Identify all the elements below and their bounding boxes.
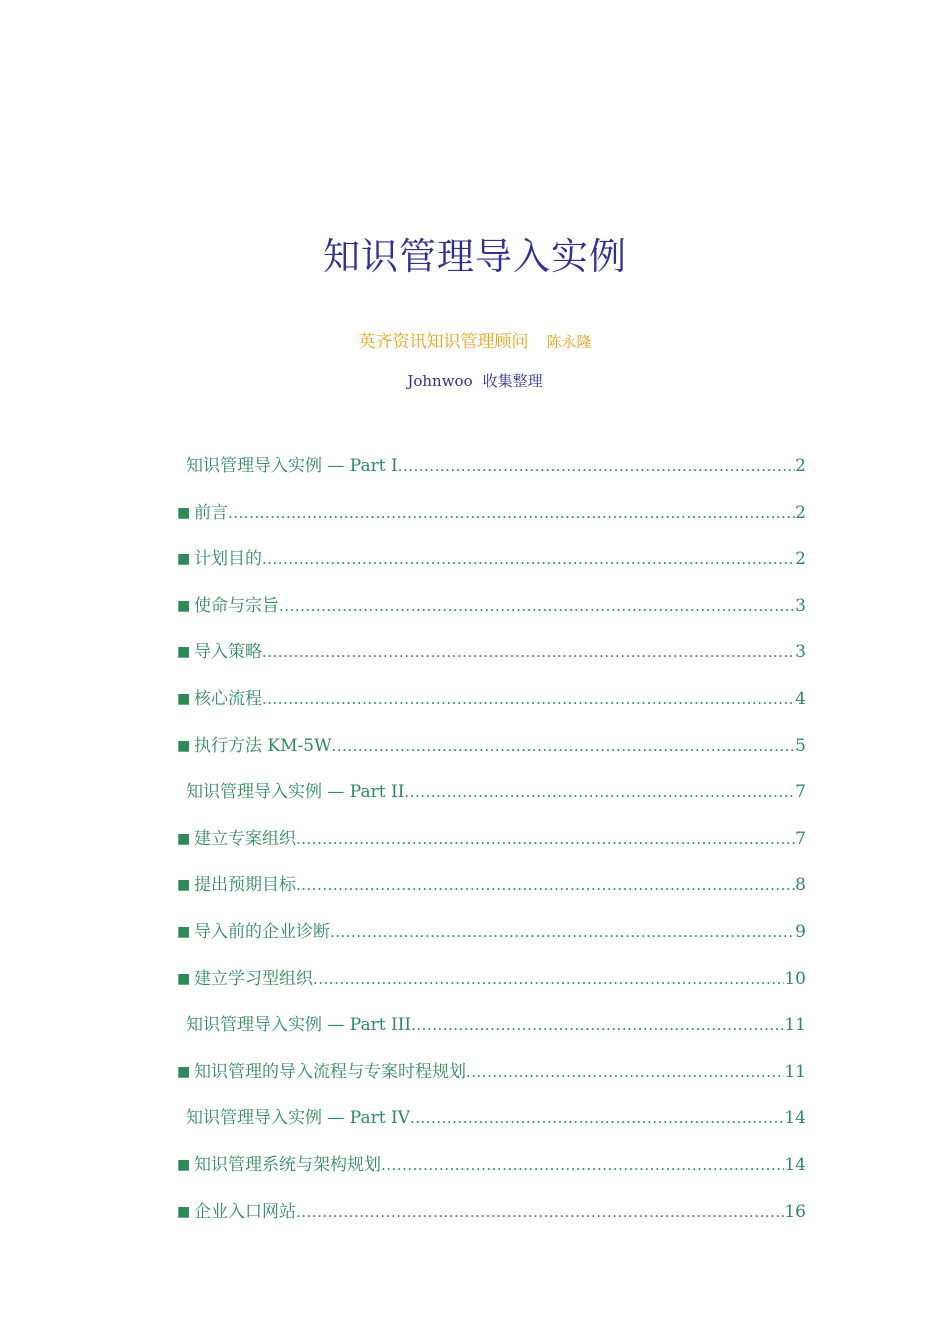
collector-line	[0, 370, 950, 391]
dot-leader	[296, 816, 795, 863]
dot-leader	[296, 1189, 784, 1236]
toc-page-number: 7	[795, 782, 806, 803]
dot-leader	[411, 1002, 784, 1049]
toc-entry-label: 知识管理导入实例 — Part I	[186, 456, 398, 476]
square-bullet-icon: ■	[177, 644, 191, 661]
toc-entry[interactable]	[177, 1189, 806, 1236]
toc-entry-label: 知识管理的导入流程与专案时程规划	[194, 1061, 466, 1082]
square-bullet-icon: ■	[177, 1203, 191, 1220]
toc-entry-label: 知识管理导入实例 — Part IV	[186, 1108, 410, 1129]
toc-entry[interactable]	[177, 583, 806, 630]
square-bullet-icon: ■	[177, 504, 191, 521]
dot-leader	[381, 1142, 784, 1189]
toc-page-number: 11	[784, 1015, 806, 1036]
toc-page-number: 16	[784, 1201, 806, 1222]
dot-leader	[262, 676, 795, 723]
square-bullet-icon: ■	[177, 923, 191, 940]
toc-page-number: 14	[784, 1154, 806, 1175]
toc-entry-label: 企业入口网站	[194, 1201, 296, 1222]
toc-entry[interactable]	[177, 536, 806, 583]
toc-entry-label: 提出预期目标	[194, 875, 296, 896]
toc-entry-label: 执行方法 KM-5W	[194, 735, 332, 756]
toc-entry[interactable]	[177, 956, 806, 1003]
toc-entry-label: 核心流程	[194, 688, 262, 709]
toc-part-heading[interactable]	[177, 769, 806, 816]
toc-page-number: 3	[795, 642, 806, 663]
subtitle-organization: 英齐资讯知识管理顾问	[358, 332, 529, 352]
toc-entry[interactable]	[177, 676, 806, 723]
square-bullet-icon: ■	[177, 690, 191, 707]
toc-entry[interactable]	[177, 629, 806, 676]
toc-entry[interactable]	[177, 1142, 806, 1189]
dot-leader	[262, 629, 795, 676]
toc-entry-label: 导入前的企业诊断	[194, 921, 330, 942]
toc-page-number: 9	[795, 921, 806, 942]
toc-entry-label: 导入策略	[194, 642, 262, 663]
collector-action: 收集整理	[482, 372, 543, 390]
toc-entry[interactable]	[177, 862, 806, 909]
toc-page-number: 4	[795, 688, 806, 709]
toc-entry-label: 知识管理导入实例 — Part II	[186, 782, 405, 803]
toc-part-heading[interactable]	[177, 1095, 806, 1142]
toc-page-number: 2	[795, 549, 806, 570]
square-bullet-icon: ■	[177, 551, 191, 568]
toc-part-heading[interactable]	[177, 443, 806, 490]
toc-page-number: 3	[795, 595, 806, 616]
square-bullet-icon: ■	[177, 597, 191, 614]
toc-page-number: 8	[795, 875, 806, 896]
dot-leader	[262, 536, 795, 583]
collector-name: Johnwoo	[407, 372, 473, 390]
toc-page-number: 10	[784, 968, 806, 989]
toc-entry[interactable]	[177, 1049, 806, 1096]
toc-page-number: 2	[795, 502, 806, 523]
square-bullet-icon: ■	[177, 877, 191, 894]
dot-leader	[398, 443, 795, 490]
toc-entry-label: 使命与宗旨	[194, 595, 279, 616]
square-bullet-icon: ■	[177, 1063, 191, 1080]
dot-leader	[466, 1049, 784, 1096]
document-subtitle	[0, 327, 950, 352]
square-bullet-icon: ■	[177, 737, 191, 754]
square-bullet-icon: ■	[177, 1156, 191, 1173]
dot-leader	[410, 1095, 784, 1142]
toc-entry[interactable]	[177, 723, 806, 770]
toc-entry-label: 知识管理导入实例 — Part III	[186, 1015, 412, 1036]
toc-entry-label: 前言	[194, 502, 228, 523]
toc-entry-label: 知识管理系统与架构规划	[194, 1154, 381, 1175]
toc-part-heading[interactable]	[177, 1002, 806, 1049]
toc-page-number: 2	[795, 456, 806, 476]
toc-page-number: 11	[784, 1061, 806, 1082]
dot-leader	[332, 723, 796, 770]
dot-leader	[313, 956, 784, 1003]
dot-leader	[296, 862, 795, 909]
toc-entry[interactable]	[177, 816, 806, 863]
toc-page-number: 14	[784, 1108, 806, 1129]
dot-leader	[330, 909, 795, 956]
dot-leader	[404, 769, 795, 816]
toc-entry[interactable]	[177, 909, 806, 956]
table-of-contents	[177, 443, 806, 1235]
toc-entry[interactable]	[177, 490, 806, 537]
toc-page-number: 5	[795, 735, 806, 756]
dot-leader	[228, 490, 795, 537]
toc-entry-label: 建立专案组织	[194, 828, 296, 849]
toc-page-number: 7	[795, 828, 806, 849]
document-title: 知识管理导入实例	[323, 235, 627, 278]
toc-entry-label: 建立学习型组织	[194, 968, 313, 989]
dot-leader	[279, 583, 795, 630]
square-bullet-icon: ■	[177, 830, 191, 847]
toc-entry-label: 计划目的	[194, 549, 262, 570]
square-bullet-icon: ■	[177, 970, 191, 987]
subtitle-author: 陈永隆	[546, 333, 592, 351]
